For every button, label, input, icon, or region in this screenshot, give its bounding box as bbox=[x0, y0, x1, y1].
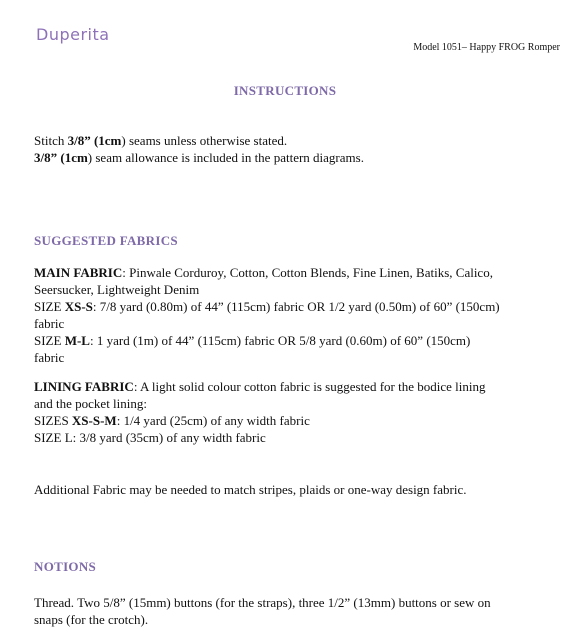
size-detail: : 1/4 yard (25cm) of any width fabric bbox=[116, 413, 310, 428]
suggested-fabrics-heading: SUGGESTED FABRICS bbox=[34, 233, 178, 248]
size-bold: XS-S-M bbox=[71, 413, 117, 428]
lining-fabric-line bbox=[34, 378, 562, 395]
main-fabric-line-2: Seersucker, Lightweight Denim bbox=[34, 282, 200, 297]
notions-line-2: snaps (for the crotch). bbox=[34, 612, 149, 627]
seam-instructions bbox=[34, 132, 562, 166]
lining-fabric-desc: : A light solid colour cotton fabric is suggested for the bodice lining bbox=[133, 379, 486, 394]
size-bold: M-L bbox=[64, 333, 90, 348]
additional-fabric-note: Additional Fabric may be needed to match stripes, plaids or one-way design fabric. bbox=[34, 482, 467, 497]
size-prefix: SIZE bbox=[34, 299, 65, 314]
main-fabric-list: : Pinwale Corduroy, Cotton, Cotton Blends, Fine Linen, Batiks, Calico, bbox=[122, 265, 493, 280]
lining-fabric-section bbox=[34, 378, 562, 446]
size-bold: XS-S bbox=[64, 299, 93, 314]
lining-fabric-label: LINING FABRIC bbox=[34, 379, 134, 394]
main-fabric-section bbox=[34, 264, 562, 366]
seam-line-bold: 3/8” (1cm bbox=[67, 133, 122, 148]
size-detail: : 7/8 yard (0.80m) of 44” (115cm) fabric OR 1/2 yard (0.50m) of 60” (150cm) bbox=[92, 299, 500, 314]
seam-line-prefix: Stitch bbox=[34, 133, 68, 148]
brand-logo: Duperita bbox=[36, 25, 110, 44]
lining-size-xs-s-m bbox=[34, 412, 562, 429]
seam-line bbox=[34, 132, 562, 149]
allowance-line-bold: 3/8” (1cm bbox=[34, 150, 88, 165]
allowance-line bbox=[34, 149, 562, 166]
instructions-heading: INSTRUCTIONS bbox=[233, 83, 337, 98]
notions-line-1: Thread. Two 5/8” (15mm) buttons (for the straps), three 1/2” (13mm) buttons or sew on bbox=[34, 595, 491, 610]
main-size-xs-s bbox=[34, 298, 562, 315]
main-size-xs-s-wrap: fabric bbox=[34, 316, 65, 331]
notions-heading: NOTIONS bbox=[34, 559, 97, 574]
main-fabric-line bbox=[34, 264, 562, 281]
main-size-m-l-wrap: fabric bbox=[34, 350, 65, 365]
lining-fabric-line-2: and the pocket lining: bbox=[34, 396, 148, 411]
size-prefix: SIZES bbox=[34, 413, 72, 428]
size-detail: : 1 yard (1m) of 44” (115cm) fabric OR 5/8 yard (0.60m) of 60” (150cm) bbox=[89, 333, 471, 348]
main-size-m-l bbox=[34, 332, 562, 349]
lining-size-l: SIZE L: 3/8 yard (35cm) of any width fabric bbox=[34, 430, 266, 445]
main-fabric-label: MAIN FABRIC bbox=[34, 265, 123, 280]
model-title: Model 1051– Happy FROG Romper bbox=[413, 42, 560, 53]
notions-section bbox=[34, 594, 562, 628]
size-prefix: SIZE bbox=[34, 333, 65, 348]
seam-line-rest: ) seams unless otherwise stated. bbox=[121, 133, 288, 148]
allowance-line-rest: ) seam allowance is included in the pattern diagrams. bbox=[87, 150, 364, 165]
